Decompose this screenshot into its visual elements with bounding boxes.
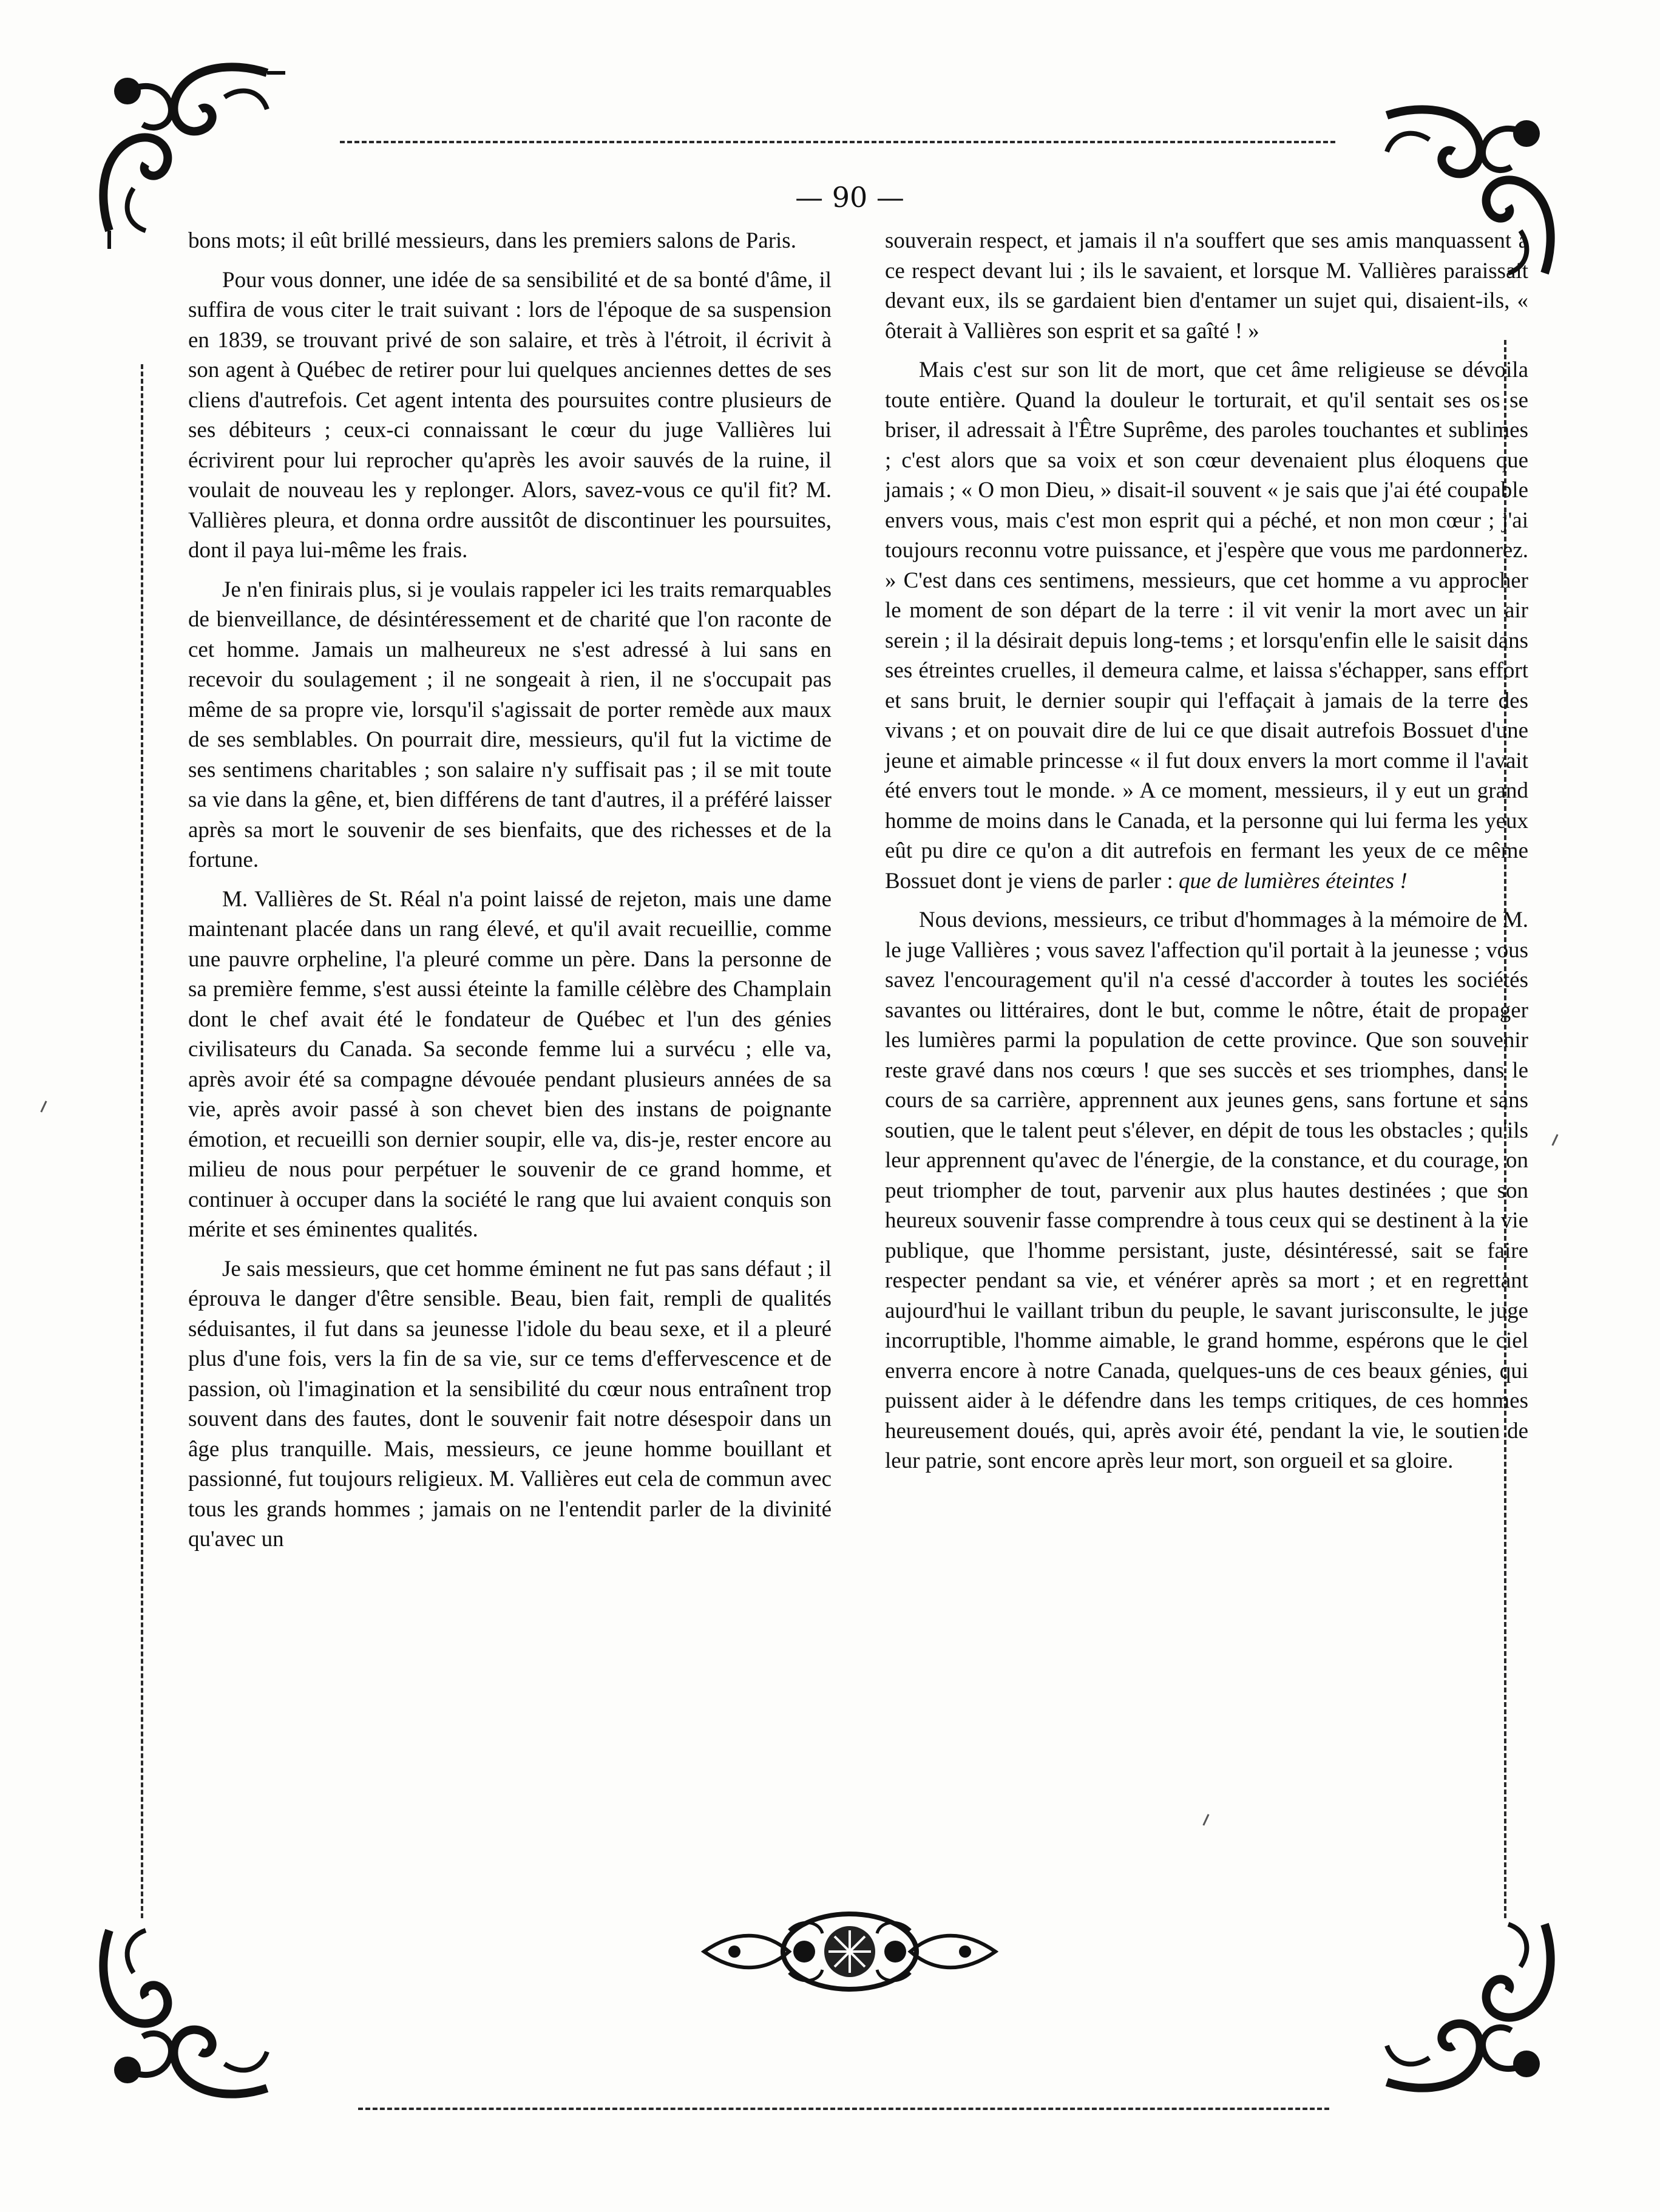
top-border-rule — [340, 141, 1335, 143]
bottom-border-rule — [358, 2108, 1329, 2110]
print-mark — [40, 1101, 52, 1115]
top-left-scroll-icon — [85, 49, 285, 249]
paragraph — [885, 355, 1528, 896]
paragraph: Je sais messieurs, que cet homme éminent ne fut pas sans défaut ; il éprouva le danger d'être sensible. Beau, bien fait, rempli de qualités séduisantes, il fut dans sa jeunesse l'idole du beau sexe, et il a pleuré plus d'une fois, vers la fin de sa vie, sur ce tems d'effervescence et de passion, où l'imagination et la sensibilité du cœur nous entraînent trop souvent dans des fautes, dont le souvenir fait notre désespoir dans un âge plus tranquille. Mais, messieurs, ce jeune homme bouillant et passionné, fut toujours religieux. M. Vallières eut cela de commun avec tous les grands hommes ; jamais on ne l'entendit parler de la divinité qu'avec un — [188, 1256, 832, 1552]
paragraph: Nous devions, messieurs, ce tribut d'hommages à la mémoire de M. le juge Vallières ; vous savez l'affection qu'il portait à la jeunesse ; vous savez l'encouragement qu'il n'a cessé d'accorder à toutes les sociétés savantes ou littéraires, dont le but, comme le nôtre, était de propager les lumières parmi la population de cette province. Que son souvenir reste gravé dans nos cœurs ! que ses succès et ses triomphes, dans le cours de sa carrière, apprennent aux jeunes gens, sans fortune et sans soutien, que le talent peut s'élever, en dépit de tous les obstacles ; qu'ils leur apprennent qu'avec de l'énergie, de la constance, et du courage, on peut triompher de tout, parvenir aux plus hautes destinées ; que son heureux souvenir fasse comprendre à tous ceux qui se destinent à la vie publique, que l'homme persistant, juste, désintéressé, sait se faire respecter pendant sa vie, et vénérer après sa mort ; et en regrettant aujourd'hui le vaillant tribun du peuple, le savant jurisconsulte, le juge incorruptible, l'homme aimable, le grand homme, espérons que le ciel enverra encore à notre Canada, quelques-uns de ces beaux génies, qui puissent aider à le défendre dans les temps critiques, de ces hommes heureusement doués, qui, après avoir été, pendant la vie, le soutien de leur patrie, sont encore après leur mort, son orgueil et sa gloire. — [885, 908, 1528, 1473]
print-mark — [1202, 1814, 1215, 1828]
bottom-left-scroll-icon — [85, 1912, 285, 2112]
paragraph: Pour vous donner, une idée de sa sensibilité et de sa bonté d'âme, il suffira de vous citer le trait suivant : lors de l'époque de sa suspension en 1839, se trouvant privé de son salaire, et très à l'étroit, il écrivit à son agent à Québec de retirer pour lui quelques anciennes dettes de ses cliens d'autrefois. Cet agent intenta des poursuites contre plusieurs de ses débiteurs ; ceux-ci connaissant le cœur du juge Vallières lui écrivirent pour lui reprocher qu'après les avoir sauvés de la ruine, il voulait de nouveau les y replonger. Alors, savez-vous ce qu'il fit? M. Vallières pleura, et donna ordre aussitôt de discontinuer les poursuites, dont il paya lui-même les frais. — [188, 267, 832, 563]
left-text-column — [188, 226, 832, 1564]
paragraph: bons mots; il eût brillé messieurs, dans les premiers salons de Paris. — [188, 228, 796, 253]
print-mark — [1551, 1134, 1563, 1148]
paragraph: M. Vallières de St. Réal n'a point laissé de rejeton, mais une dame maintenant placée dans un rang élevé, et qu'il avait recueillie, comme une pauvre orpheline, l'a pleuré comme un père. Dans la personne de sa première femme, s'est aussi éteinte la famille célèbre des Champlain dont le chef avait été le fondateur de Québec et l'un des génies civilisateurs du Canada. Sa seconde femme lui a survécu ; elle va, après avoir été sa compagne dévouée pendant plusieurs années de sa vie, après avoir passé à son chevet bien des instans de poignante émotion, et recueilli son dernier soupir, elle va, dis-je, rester encore au milieu de nous pour perpétuer le souvenir de ce grand homme, et continuer à occuper dans la société le rang que lui avaient conquis son mérite et ses éminentes qualités. — [188, 886, 832, 1242]
paragraph: souverain respect, et jamais il n'a souffert que ses amis manquassent à ce respect devant lui ; ils le savaient, et lorsque M. Vallières paraissait devant eux, ils se gardaient bien d'entamer un sujet qui, disaient-ils, « ôterait à Vallières son esprit et sa gaîté ! » — [885, 228, 1528, 344]
right-text-column — [885, 226, 1528, 1485]
paragraph-text: Mais c'est sur son lit de mort, que cet âme religieuse se dévoila toute entière. Quand la douleur le torturait, et qu'il sentait ses os se briser, il adressait à l'Être Suprême, des paroles touchantes et sublimes ; c'est alors que sa voix et son cœur devenaient plus éloquens que jamais ; « O mon Dieu, » disait-il souvent « je sais que j'ai été coupable envers vous, mais c'est mon esprit qui a péché, et non mon cœur ; j'ai toujours reconnu votre puissance, et j'espère que vous me pardonnerez. » C'est dans ces sentimens, messieurs, que cet homme a vu approcher le moment de son départ de la terre : il vit venir la mort avec un air serein ; il la désirait depuis long-tems ; et lorsqu'enfin elle le saisit dans ses étreintes cruelles, il demeura calme, et laissa s'échapper, sans effort et sans bruit, le dernier soupir qui l'effaçait à jamais de la terre des vivans ; et on pouvait dire de lui ce que disait autrefois Bossuet d'une jeune et aimable princesse « il fut doux envers la mort comme il l'avait été envers tout le monde. » A ce moment, messieurs, il y eut un grand homme de moins dans le Canada, et la personne qui lui ferma les yeux eût pu dire ce qu'on a dit autrefois en fermant les yeux de ce même Bossuet dont je viens de parler : — [885, 358, 1528, 894]
bottom-right-scroll-icon — [1369, 1906, 1569, 2106]
left-border-rule — [141, 364, 143, 1918]
floral-vignette-icon — [698, 1906, 1001, 1997]
page-number: — 90 — — [795, 181, 904, 214]
italic-quote: que de lumières éteintes ! — [1178, 868, 1408, 894]
paragraph: Je n'en finirais plus, si je voulais rappeler ici les traits remarquables de bienveillance, de désintéressement et de charité que l'on raconte de cet homme. Jamais un malheureux ne s'est adressé à lui sans en recevoir du soulagement ; il ne songeait à rien, il ne s'occupait pas même de sa propre vie, lorsqu'il s'agissait de porter remède aux maux de ses semblables. On pourrait dire, messieurs, qu'il fut la victime de ses sentimens charitables ; son salaire n'y suffisait pas ; il se mit toute sa vie dans la gêne, et, bien différens de tant d'autres, il a préféré laisser après sa mort le souvenir de ses bienfaits, que des richesses et de la fortune. — [188, 577, 832, 872]
